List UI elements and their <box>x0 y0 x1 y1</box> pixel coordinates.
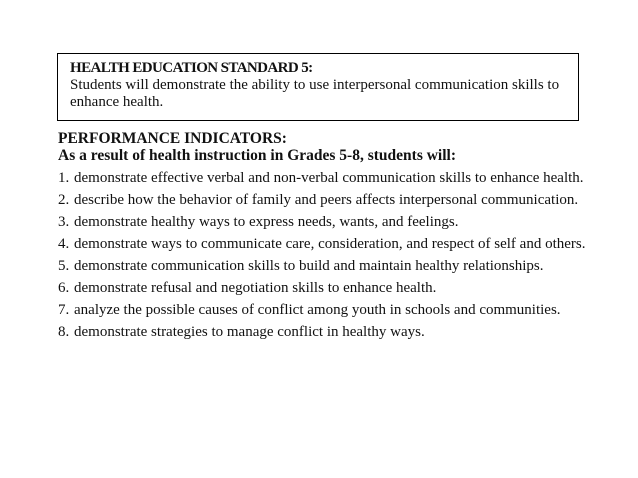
indicator-item-5 <box>58 258 598 274</box>
indicator-text: demonstrate refusal and negotiation skills to enhance health. <box>74 280 437 296</box>
indicator-item-6 <box>58 280 598 296</box>
indicator-text: demonstrate strategies to manage conflict in healthy ways. <box>74 324 425 340</box>
performance-indicators-section <box>58 130 598 346</box>
standard-text: Students will demonstrate the ability to use interpersonal communication skills to enhance health. <box>70 77 560 110</box>
indicator-number: 1. <box>58 170 70 186</box>
indicator-item-8 <box>58 324 598 340</box>
indicator-number: 7. <box>58 302 70 318</box>
indicator-number: 2. <box>58 192 70 208</box>
standard-box <box>57 53 579 121</box>
standard-title: HEALTH EDUCATION STANDARD 5: <box>70 60 313 76</box>
indicator-item-3 <box>58 214 598 230</box>
indicator-number: 8. <box>58 324 70 340</box>
indicator-text: describe how the behavior of family and peers affects interpersonal communication. <box>74 192 579 208</box>
indicator-number: 5. <box>58 258 70 274</box>
indicator-text: analyze the possible causes of conflict among youth in schools and communities. <box>74 302 561 318</box>
indicator-item-1 <box>58 170 598 186</box>
indicator-text: demonstrate effective verbal and non-verbal communication skills to enhance health. <box>74 170 584 186</box>
indicator-item-2 <box>58 192 598 208</box>
indicator-text: demonstrate ways to communicate care, consideration, and respect of self and others. <box>74 236 586 252</box>
indicator-text: demonstrate communication skills to build and maintain healthy relationships. <box>74 258 544 274</box>
indicator-number: 6. <box>58 280 70 296</box>
indicators-subheading: As a result of health instruction in Grades 5-8, students will: <box>58 147 456 164</box>
indicator-number: 3. <box>58 214 70 230</box>
indicator-number: 4. <box>58 236 70 252</box>
indicator-item-4 <box>58 236 598 252</box>
indicator-item-7 <box>58 302 598 318</box>
indicator-text: demonstrate healthy ways to express needs, wants, and feelings. <box>74 214 459 230</box>
indicators-heading: PERFORMANCE INDICATORS: <box>58 130 287 147</box>
indicator-list <box>58 170 598 340</box>
